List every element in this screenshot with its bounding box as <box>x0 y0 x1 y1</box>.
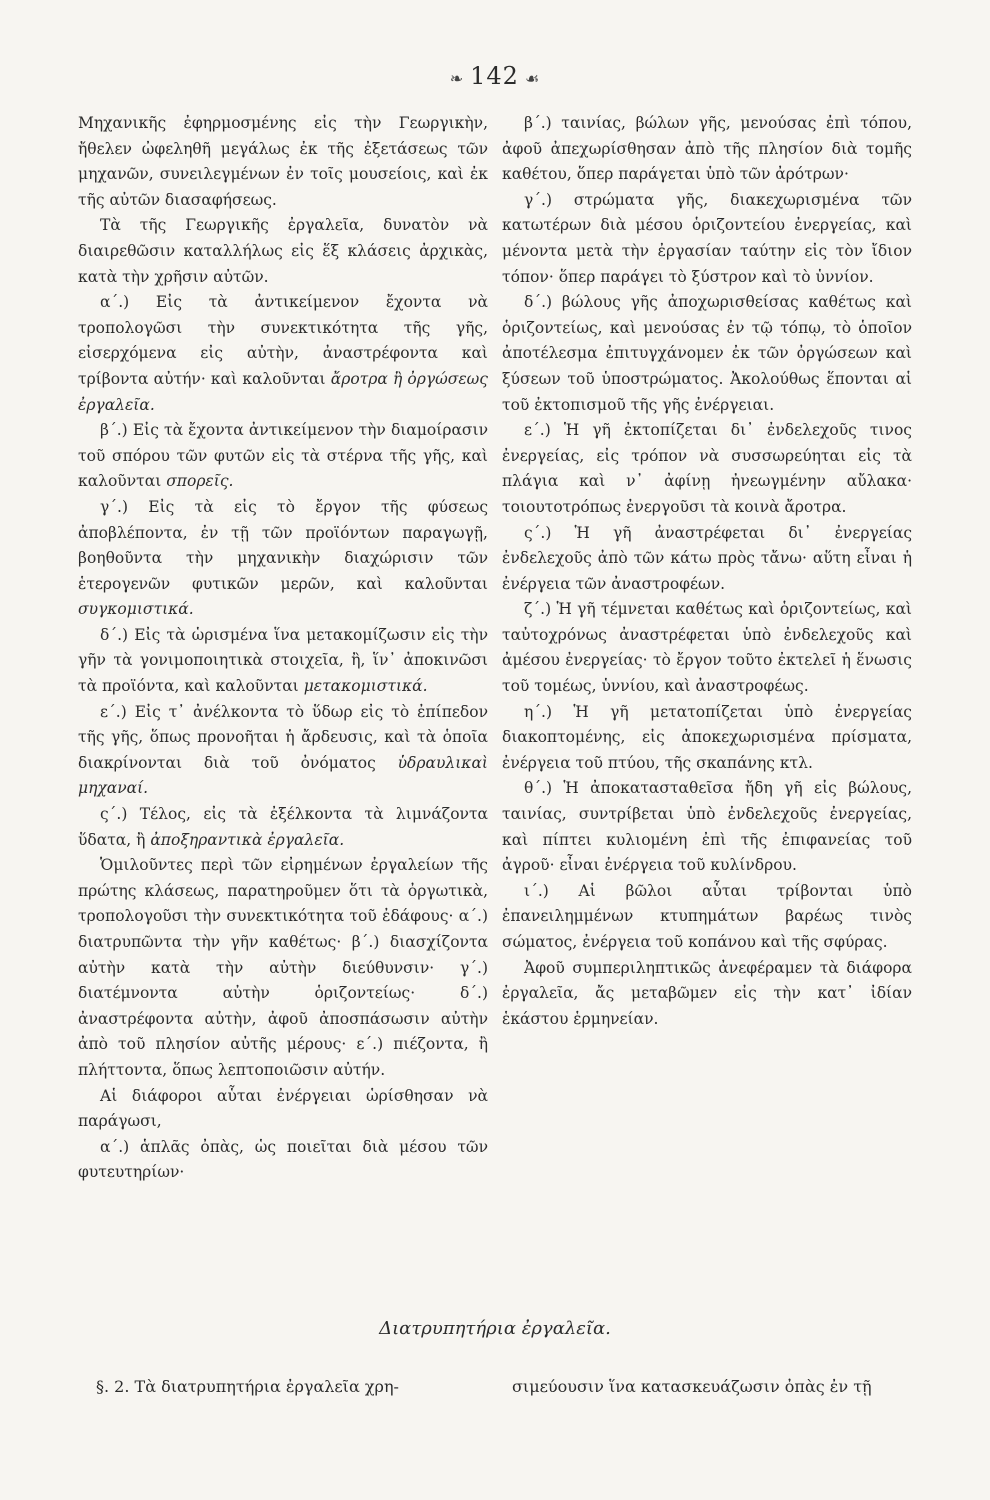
paragraph: ι΄.) Αἱ βῶλοι αὗται τρίβονται ὑπὸ ἐπανειλημμένων κτυπημάτων βαρέως τινὸς σώματος, ἐνέργεια τοῦ κοπάνου καὶ τῆς σφύρας. <box>502 881 912 951</box>
paragraph: ς΄.) Τέλος, εἰς τὰ ἐξέλκοντα τὰ λιμνάζοντα ὕδατα, ἢ ἀποξηραντικὰ ἐργαλεῖα. <box>78 805 488 849</box>
right-column <box>502 111 912 1032</box>
paragraph: θ΄.) Ἡ ἀποκατασταθεῖσα ἤδη γῆ εἰς βώλους, ταινίας, συντρίβεται ὑπὸ ἐνδελεχοῦς ἐνεργείας, καὶ πίπτει κυλιομένη ἐπὶ τῆς ἐπιφανείας τοῦ ἀγροῦ· εἶναι ἐνέργεια τοῦ κυλίνδρου. <box>502 779 912 875</box>
paragraph: Τὰ τῆς Γεωργικῆς ἐργαλεῖα, δυνατὸν νὰ διαιρεθῶσιν καταλλήλως εἰς ἕξ κλάσεις ἀρχικὰς, κατὰ τὴν χρῆσιν αὐτῶν. <box>78 216 488 286</box>
bottom-line-right: σιμεύουσιν ἵνα κατασκευάζωσιν ὀπὰς ἐν τῇ <box>512 1377 872 1396</box>
paragraph: α΄.) Εἰς τὰ ἀντικείμενον ἔχοντα νὰ τροπολογῶσι τὴν συνεκτικότητα τῆς γῆς, εἰσερχόμενα εἰς αὐτὴν, ἀναστρέφοντα καὶ τρίβοντα αὐτήν· καὶ καλοῦνται ἄροτρα ἢ ὀργώσεως ἐργαλεῖα. <box>78 293 488 414</box>
paragraph: Ὁμιλοῦντες περὶ τῶν εἰρημένων ἐργαλείων τῆς πρώτης κλάσεως, παρατηροῦμεν ὅτι τὰ ὀργωτικὰ, τροπολογοῦσι τὴν συνεκτικότητα τοῦ ἐδάφους· α΄.) διατρυπῶντα τὴν γῆν καθέτως· β΄.) διασχίζοντα αὐτὴν κατὰ τὴν αὐτὴν διεύθυνσιν· γ΄.) διατέμνοντα αὐτὴν ὁριζοντείως· δ΄.) ἀναστρέφοντα αὐτὴν, ἀφοῦ ἀποσπάσωσιν αὐτὴν ἀπὸ τοῦ πλησίον αὐτῆς μέρους· ε΄.) πιέζοντα, ἢ πλήττοντα, ὅπως λεπτοποιῶσιν αὐτήν. <box>78 856 488 1079</box>
ornament-left-icon: ❧ <box>449 69 465 88</box>
paragraph: ε΄.) Ἡ γῆ ἐκτοπίζεται δι᾽ ἐνδελεχοῦς τινος ἐνεργείας, εἰς τρόπον νὰ συσσωρεύηται εἰς τὰ πλάγια καὶ ν᾽ ἀφίνῃ ἠνεωγμένην αὔλακα· τοιουτοτρόπως ἐνεργοῦσι τὰ κοινὰ ἄροτρα. <box>502 421 912 516</box>
ornament-right-icon: ☙ <box>524 69 541 88</box>
paragraph: δ΄.) βώλους γῆς ἀποχωρισθείσας καθέτως καὶ ὁριζοντείως, καὶ μενούσας ἐν τῷ τόπῳ, τὸ ὁποῖον ἀποτέλεσμα ἐπιτυγχάνομεν ἐκ τῶν ὀργώσεων καὶ ξύσεων τοῦ ὑποστρώματος. Ἀκολούθως ἕπονται αἱ τοῦ ἐκτοπισμοῦ τῆς γῆς ἐνέργειαι. <box>502 293 912 414</box>
paragraph: ζ΄.) Ἡ γῆ τέμνεται καθέτως καὶ ὁριζοντείως, καὶ ταὐτοχρόνως ἀναστρέφεται ὑπὸ ἐνδελεχοῦς καὶ ἀμέσου ἐνεργείας· τὸ ἔργον τοῦτο ἐκτελεῖ ἡ ἕνωσις τοῦ τομέως, ὑννίου, καὶ ἀναστροφέως. <box>502 600 912 696</box>
paragraph: ς΄.) Ἡ γῆ ἀναστρέφεται δι᾽ ἐνεργείας ἐνδελεχοῦς ἀπὸ τῶν κάτω πρὸς τἄνω· αὕτη εἶναι ἡ ἐνέργεια τῶν ἀναστροφέων. <box>502 523 912 593</box>
paragraph: η΄.) Ἡ γῆ μετατοπίζεται ὑπὸ ἐνεργείας διακοπτομένης, εἰς ἀποκεχωρισμένα πρίσματα, ἐνέργεια τοῦ πτύου, τῆς σκαπάνης κτλ. <box>502 702 912 772</box>
paragraph: δ΄.) Εἰς τὰ ὡρισμένα ἵνα μετακομίζωσιν εἰς τὴν γῆν τὰ γονιμοποιητικὰ στοιχεῖα, ἢ, ἵν᾽ ἀποκινῶσι τὰ προϊόντα, καὶ καλοῦνται μετακομιστικά. <box>78 625 488 696</box>
paragraph: γ΄.) στρώματα γῆς, διακεχωρισμένα τῶν κατωτέρων διὰ μέσου ὁριζοντείου ἐνεργείας, καὶ μένοντα μετὰ τὴν ἐργασίαν ταύτην εἰς τὸν ἴδιον τόπον· ὅπερ παράγει τὸ ξύστρον καὶ τὸ ὑννίον. <box>502 190 912 286</box>
paragraph: β΄.) Εἰς τὰ ἔχοντα ἀντικείμενον τὴν διαμοίρασιν τοῦ σπόρου τῶν φυτῶν εἰς τὰ στέρνα τῆς γῆς, καὶ καλοῦνται σπορεῖς. <box>78 421 488 491</box>
paragraph: ε΄.) Εἰς τ᾽ ἀνέλκοντα τὸ ὕδωρ εἰς τὸ ἐπίπεδον τῆς γῆς, ὅπως προνοῆται ἡ ἄρδευσις, καὶ τὰ ὁποῖα διακρίνονται διὰ τοῦ ὀνόματος ὑδραυλικαὶ μηχαναί. <box>78 702 488 798</box>
section-title: Διατρυπητήρια ἐργαλεῖα. <box>379 1318 611 1339</box>
paragraph: γ΄.) Εἰς τὰ εἰς τὸ ἔργον τῆς φύσεως ἀποβλέποντα, ἐν τῇ τῶν προϊόντων παραγωγῇ, βοηθοῦντα τὴν μηχανικὴν διαχώρισιν τῶν ἑτερογενῶν φυτικῶν μερῶν, καὶ καλοῦνται συγκομιστικά. <box>78 497 488 619</box>
paragraph: α΄.) ἁπλᾶς ὀπὰς, ὡς ποιεῖται διὰ μέσου τῶν φυτευτηρίων· <box>78 1137 488 1182</box>
paragraph: Μηχανικῆς ἐφηρμοσμένης εἰς τὴν Γεωργικὴν, ἤθελεν ὠφεληθῆ μεγάλως ἐκ τῆς ἐξετάσεως τῶν μηχανῶν, συνειλεγμένων ἐν τοῖς μουσείοις, καὶ ἐκ τῆς αὐτῶν διασαφήσεως. <box>78 114 488 209</box>
paragraph: Αἱ διάφοροι αὗται ἐνέργειαι ὡρίσθησαν νὰ παράγωσι, <box>78 1086 488 1131</box>
page-number-text: 142 <box>470 62 519 90</box>
left-column <box>78 111 488 1186</box>
bottom-line-left: §. 2. Τὰ διατρυπητήρια ἐργαλεῖα χρη- <box>96 1377 399 1396</box>
page-number <box>0 62 990 90</box>
paragraph: Ἀφοῦ συμπεριληπτικῶς ἀνεφέραμεν τὰ διάφορα ἐργαλεῖα, ἄς μεταβῶμεν εἰς τὴν κατ᾽ ἰδίαν ἑκάστου ἑρμηνείαν. <box>502 958 912 1028</box>
paragraph: β΄.) ταινίας, βώλων γῆς, μενούσας ἐπὶ τόπου, ἀφοῦ ἀπεχωρίσθησαν ἀπὸ τῆς πλησίον διὰ τομῆς καθέτου, ὅπερ παράγεται ὑπὸ τῶν ἀρότρων· <box>502 114 912 184</box>
